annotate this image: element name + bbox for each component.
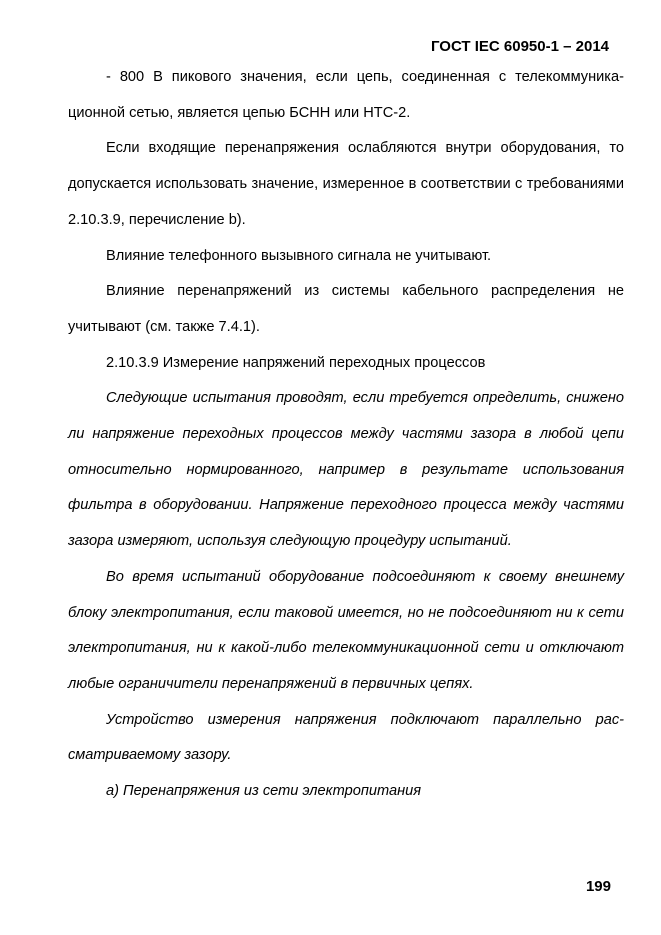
paragraph-ringing-signal: Влияние телефонного вызывного сигнала не учитывают. (106, 247, 492, 264)
section-heading: 2.10.3.9 Измерение напряжений переходных процессов (106, 354, 486, 371)
page-number: 199 (585, 878, 611, 895)
paragraph-attenuation: Если входящие перенапряжения ослабляются внутри оборудования, то допускается использовать значение, измеренное в соответствии с требованиями 2.10.3.9, перечисление b). (68, 140, 624, 228)
document-body (68, 60, 624, 810)
list-item-a: а) Перенапряжения из сети электропитания (106, 783, 422, 800)
paragraph-peak-value: - 800 В пикового значения, если цепь, соединенная с телекоммуникационной сетью, является цепью БСНН или НТС-2. (68, 69, 624, 121)
document-header: ГОСТ IEC 60950-1 – 2014 (430, 38, 609, 55)
paragraph-voltmeter: Устройство измерения напряжения подключают параллельно рассматриваемому зазору. (68, 711, 624, 764)
paragraph-tests-purpose: Следующие испытания проводят, если требуется определить, снижено ли напряжение переходных процессов между частями зазора в любой цепи относительно нормированного, например в результате использования фильтра в оборудовании. Напряжение переходного процесса между частями зазора измеряют, используя следующую процедуру испытаний. (68, 390, 624, 550)
paragraph-test-setup: Во время испытаний оборудование подсоединяют к своему внешнему блоку электропитания, если таковой имеется, но не подсоединяют ни к сети электропитания, ни к какой-либо телекоммуникационной сети и отключают любые ограничители перенапряжений в первичных цепях. (68, 568, 624, 692)
paragraph-cable-distribution: Влияние перенапряжений из системы кабельного распределения не учитывают (см. также 7.4.1). (68, 283, 624, 335)
